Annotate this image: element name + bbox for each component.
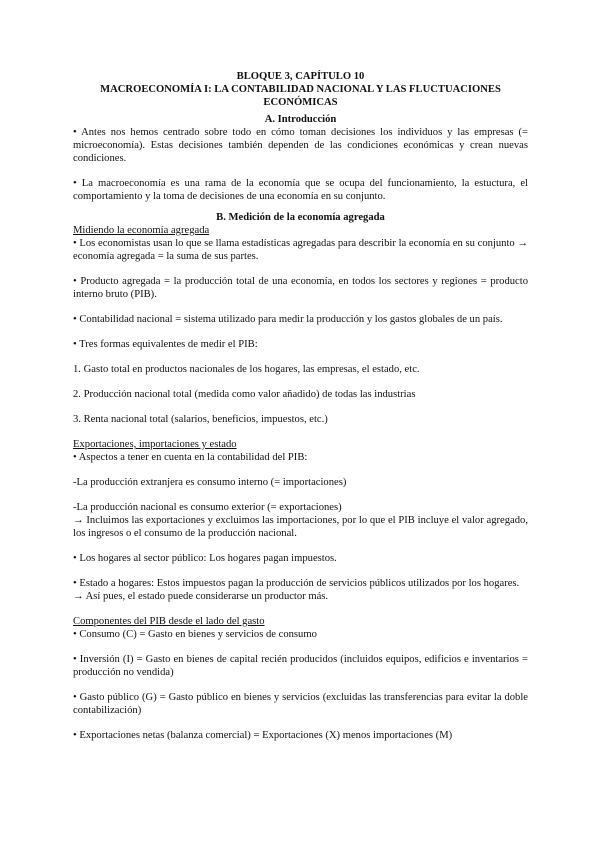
paragraph: • Aspectos a tener en cuenta en la contabilidad del PIB: [73, 452, 308, 463]
paragraph: • Producto agregada = la producción total de una economía, en todos los sectores y regiones = producto interno bruto (PIB). [73, 276, 528, 300]
paragraph: -La producción nacional es consumo exterior (= exportaciones) [73, 502, 342, 513]
chapter-title: BLOQUE 3, CAPÍTULO 10 [236, 71, 365, 82]
paragraph: -La producción extranjera es consumo interno (= importaciones) [73, 477, 347, 488]
subheading: Componentes del PIB desde el lado del gasto [73, 616, 265, 627]
chapter-subtitle-cont: ECONÓMICAS [263, 97, 338, 108]
paragraph: • Gasto público (G) = Gasto público en bienes y servicios (excluidas las transferencias para evitar la doble contabilización) [73, 692, 528, 716]
paragraph: • Contabilidad nacional = sistema utilizado para medir la producción y los gastos globales de un país. [73, 314, 503, 325]
document-page [73, 70, 528, 742]
paragraph: • Los economistas usan lo que se llama estadísticas agregadas para describir la economía en su conjunto → economía agregada = la suma de sus partes. [73, 238, 528, 262]
paragraph: • Inversión (I) = Gasto en bienes de capital recién producidos (incluidos equipos, edificios e inventarios = producción no vendida) [73, 654, 528, 678]
subheading: Midiendo la economía agregada [73, 225, 210, 236]
section-a-heading: A. Introducción [264, 114, 337, 125]
paragraph: • La macroeconomía es una rama de la economía que se ocupa del funcionamiento, la estuctura, el comportamiento y la toma de decisiones de una economía en su conjunto. [73, 178, 528, 202]
paragraph: • Exportaciones netas (balanza comercial) = Exportaciones (X) menos importaciones (M) [73, 730, 453, 741]
paragraph: • Los hogares al sector público: Los hogares pagan impuestos. [73, 553, 337, 564]
paragraph: → Incluimos las exportaciones y excluimos las importaciones, por lo que el PIB incluye el valor agregado, los ingresos o el consumo de la producción nacional. [73, 515, 528, 539]
paragraph: 1. Gasto total en productos nacionales de los hogares, las empresas, el estado, etc. [73, 364, 420, 375]
paragraph: 3. Renta nacional total (salarios, beneficios, impuestos, etc.) [73, 414, 328, 425]
paragraph: 2. Producción nacional total (medida como valor añadido) de todas las industrias [73, 389, 416, 400]
paragraph: • Consumo (C) = Gasto en bienes y servicios de consumo [73, 629, 317, 640]
chapter-subtitle: MACROECONOMÍA I: LA CONTABILIDAD NACIONAL Y LAS FLUCTUACIONES [100, 84, 501, 95]
paragraph: • Antes nos hemos centrado sobre todo en cómo toman decisiones los individuos y las empresas (= microeconomía). Estas decisiones también dependen de las condiciones económicas y crean nuevas condiciones. [73, 127, 528, 164]
paragraph: • Tres formas equivalentes de medir el PIB: [73, 339, 258, 350]
paragraph: • Estado a hogares: Estos impuestos pagan la producción de servicios públicos utilizados por los hogares. [73, 578, 520, 589]
section-b-heading: B. Medición de la economía agregada [216, 212, 385, 223]
subheading: Exportaciones, importaciones y estado [73, 439, 237, 450]
paragraph: → Así pues, el estado puede considerarse un productor más. [73, 591, 329, 602]
